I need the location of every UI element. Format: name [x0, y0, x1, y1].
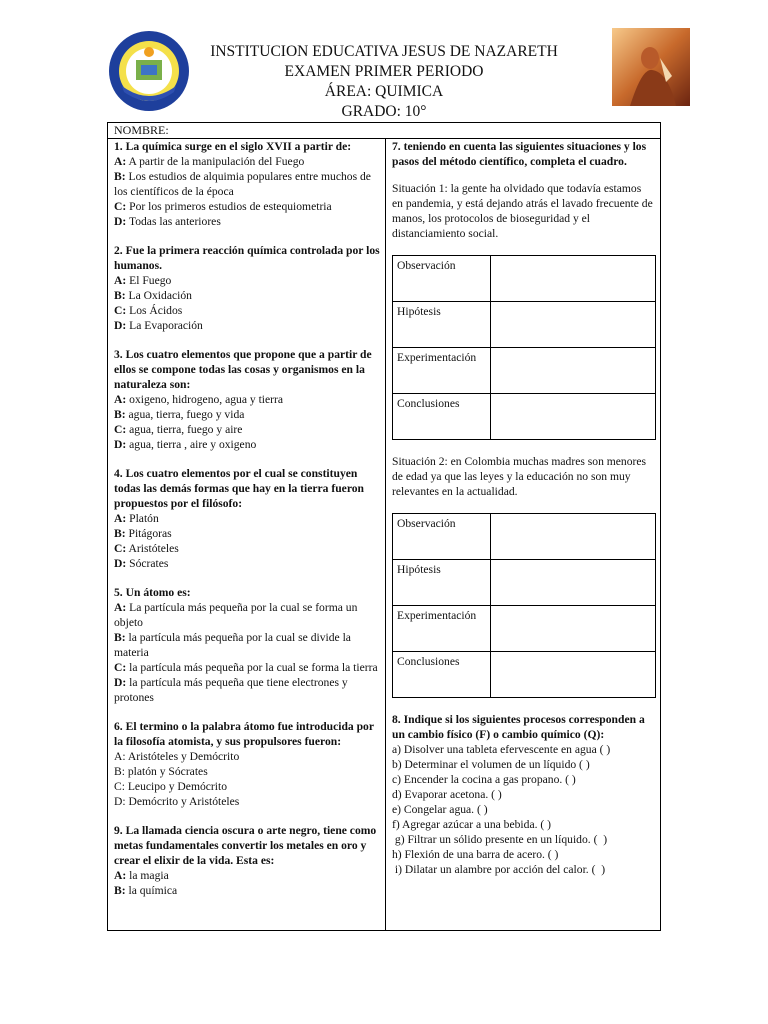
left-column — [114, 139, 380, 912]
question-1: 1. La química surge en el siglo XVII a partir de: A: A partir de la manipulación del Fuego B: Los estudios de alquimia populares entre muchos de los científicos de la época C: Por los primeros estudios de estequiometria D: Todas las anteriores — [114, 140, 371, 228]
answer-cell[interactable] — [491, 652, 656, 698]
answer-cell[interactable] — [491, 348, 656, 394]
column-divider — [385, 139, 386, 931]
question-5: 5. Un átomo es: A: La partícula más pequeña por la cual se forma un objeto B: la partícula más pequeña por la cual se divide la materia C: la partícula más pequeña por la cual se forma la tierra D: la partícula más pequeña que tiene electrones y protones — [114, 586, 378, 704]
exam-period: EXAMEN PRIMER PERIODO — [284, 63, 484, 80]
list-item[interactable]: i) Dilatar un alambre por acción del calor. ( ) — [392, 863, 606, 876]
question-4: 4. Los cuatro elementos por el cual se constituyen todas las demás formas que hay en la tierra fueron propuestos por el filósofo: A: Platón B: Pitágoras C: Aristóteles D: Sócrates — [114, 467, 365, 570]
question-7: 7. teniendo en cuenta las siguientes situaciones y los pasos del método científico, completa el cuadro. Situación 1: la gente ha olvidado que todavía estamos en pandemia, y está dejando atrás el lavado frecuente de manos, los protocolos de bioseguridad y el distanciamiento social. Observación Hipótesis Experimentación Conclusiones Situación 2: en Colombia muchas madres son menores de edad ya que las leyes y la educación no son muy relevantes en la actualidad. Observación Hipótesis Experimentación Conclusiones — [392, 139, 654, 698]
answer-cell[interactable] — [491, 302, 656, 348]
answer-cell[interactable] — [491, 560, 656, 606]
scientific-method-table-2: Observación Hipótesis Experimentación Conclusiones — [392, 513, 656, 698]
list-item[interactable]: d) Evaporar acetona. ( ) — [392, 788, 502, 801]
right-column — [392, 139, 654, 877]
exam-header — [0, 0, 768, 122]
grade-level: GRADO: 10° — [341, 103, 427, 120]
name-label: NOMBRE: — [114, 123, 169, 137]
exam-titles — [0, 42, 768, 122]
exam-sheet — [107, 122, 661, 931]
list-item[interactable]: g) Filtrar un sólido presente en un líquido. ( ) — [392, 833, 608, 846]
name-field[interactable] — [108, 123, 660, 139]
scientific-method-table-1: Observación Hipótesis Experimentación Conclusiones — [392, 255, 656, 440]
list-item[interactable]: c) Encender la cocina a gas propano. ( ) — [392, 773, 576, 786]
subject-area: ÁREA: QUIMICA — [324, 83, 444, 100]
question-3: 3. Los cuatro elementos que propone que a partir de ellos se compone todas las cosas y organismos en la naturaleza son: A: oxigeno, hidrogeno, agua y tierra B: agua, tierra, fuego y vida C: agua, tierra, fuego y aire D: agua, tierra , aire y oxigeno — [114, 348, 372, 451]
question-9: 9. La llamada ciencia oscura o arte negro, tiene como metas fundamentales convertir los metales en oro y crear el elixir de la vida. Esta es: A: la magia B: la química — [114, 824, 377, 897]
question-8: 8. Indique si los siguientes procesos corresponden a un cambio físico (F) o cambio químico (Q): a) Disolver una tableta efervescente en agua ( ) b) Determinar el volumen de un líquido ( ) c) Encender la cocina a gas propano. ( ) d) Evaporar acetona. ( ) e) Congelar agua. ( ) f) Agregar azúcar a una bebida. ( ) g) Filtrar un sólido presente en un líquido. ( ) h) Flexión de una barra de acero. ( ) i) Dilatar un alambre por acción del calor. ( ) — [392, 712, 654, 877]
list-item[interactable]: a) Disolver una tableta efervescente en agua ( ) — [392, 743, 611, 756]
school-name: INSTITUCION EDUCATIVA JESUS DE NAZARETH — [210, 43, 558, 60]
situation-2: Situación 2: en Colombia muchas madres son menores de edad ya que las leyes y la educación no son muy relevantes en la actualidad. — [392, 455, 647, 498]
list-item[interactable]: e) Congelar agua. ( ) — [392, 803, 488, 816]
answer-cell[interactable] — [491, 394, 656, 440]
list-item[interactable]: f) Agregar azúcar a una bebida. ( ) — [392, 818, 552, 831]
answer-cell[interactable] — [491, 514, 656, 560]
list-item[interactable]: b) Determinar el volumen de un líquido ( ) — [392, 758, 590, 771]
question-2: 2. Fue la primera reacción química controlada por los humanos. A: El Fuego B: La Oxidación C: Los Ácidos D: La Evaporación — [114, 244, 380, 332]
situation-1: Situación 1: la gente ha olvidado que todavía estamos en pandemia, y está dejando atrás el lavado frecuente de manos, los protocolos de bioseguridad y el distanciamiento social. — [392, 182, 653, 240]
answer-cell[interactable] — [491, 256, 656, 302]
question-6: 6. El termino o la palabra átomo fue introducida por la filosofía atomista, y sus propulsores fueron: A: Aristóteles y Demócrito B: platón y Sócrates C: Leucipo y Demócrito D: Demócrito y Aristóteles — [114, 720, 374, 808]
list-item[interactable]: h) Flexión de una barra de acero. ( ) — [392, 848, 559, 861]
answer-cell[interactable] — [491, 606, 656, 652]
